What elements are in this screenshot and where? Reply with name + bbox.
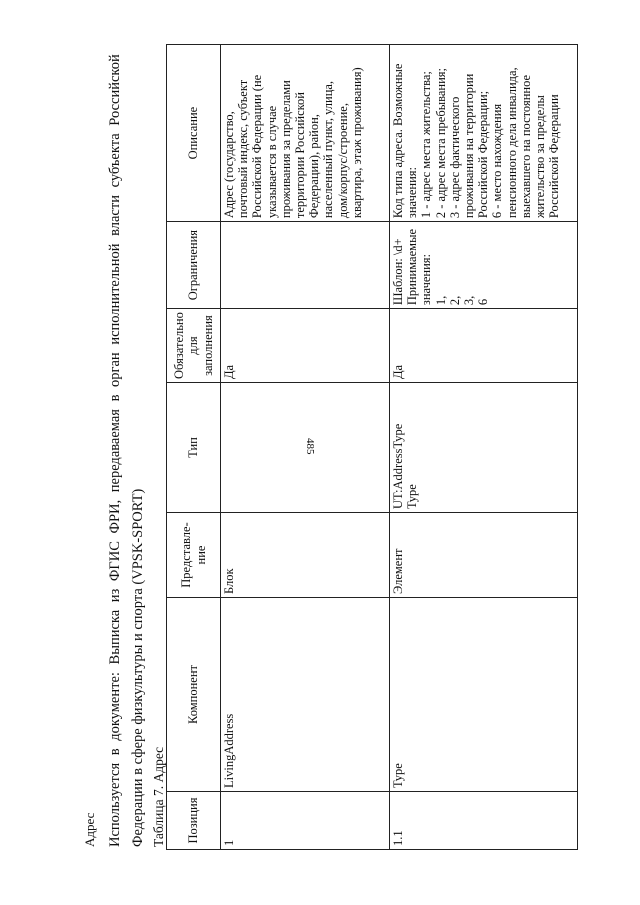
cell-description: Код типа адреса. Возможные значения: 1 - адрес места жительства; 2 - адрес места пребывания; 3 - адрес фактического проживания на территории Российской Федерации; 6 - место нахождения пенсионного дела инвалида, выехавшего на постоянное жительство за пределы Российской Федерации [390,45,578,222]
table-header-row [167,45,221,850]
cell-component: Type [390,598,578,792]
cell-position: 1 [221,792,390,850]
cell-representation: Элемент [390,513,578,598]
table-row [221,45,390,850]
header-type: Тип [167,383,221,513]
table-caption: Таблица 7. Адрес [151,746,166,847]
header-required: Обязательно для заполнения [167,309,221,383]
intro-text-line-2: Федерации в сфере физкультуры и спорта (VPSK-SPORT) [130,488,146,847]
header-representation: Представле- ние [167,513,221,598]
cell-required: Да [221,309,390,383]
header-description: Описание [167,45,221,222]
cell-constraints [221,222,390,309]
cell-type: UT:AddressType Type [390,383,578,513]
cell-component: LivingAddress [221,598,390,792]
header-position: Позиция [167,792,221,850]
header-component: Компонент [167,598,221,792]
cell-constraints: Шаблон: \d+ Принимаемые значения: 1, 2, 3, 6 [390,222,578,309]
page-number: 485 [304,438,316,455]
cell-description: Адрес (государство, почтовый индекс, субъект Российской Федерации (не указывается в случае проживания за пределами территории Российской Федерации), район, населенный пункт, улица, дом/корпус/строение, квартира, этаж проживания) [221,45,390,222]
header-constraints: Ограничения [167,222,221,309]
intro-text-line-1: Используется в документе: Выписка из ФГИС ФРИ, передаваемая в орган исполнительной власти субъекта Российской [107,54,123,847]
table-row [390,45,578,850]
cell-type [221,383,390,513]
address-table [166,44,578,850]
cell-representation: Блок [221,513,390,598]
cell-required: Да [390,309,578,383]
section-title: Адрес [82,812,97,847]
cell-position: 1.1 [390,792,578,850]
